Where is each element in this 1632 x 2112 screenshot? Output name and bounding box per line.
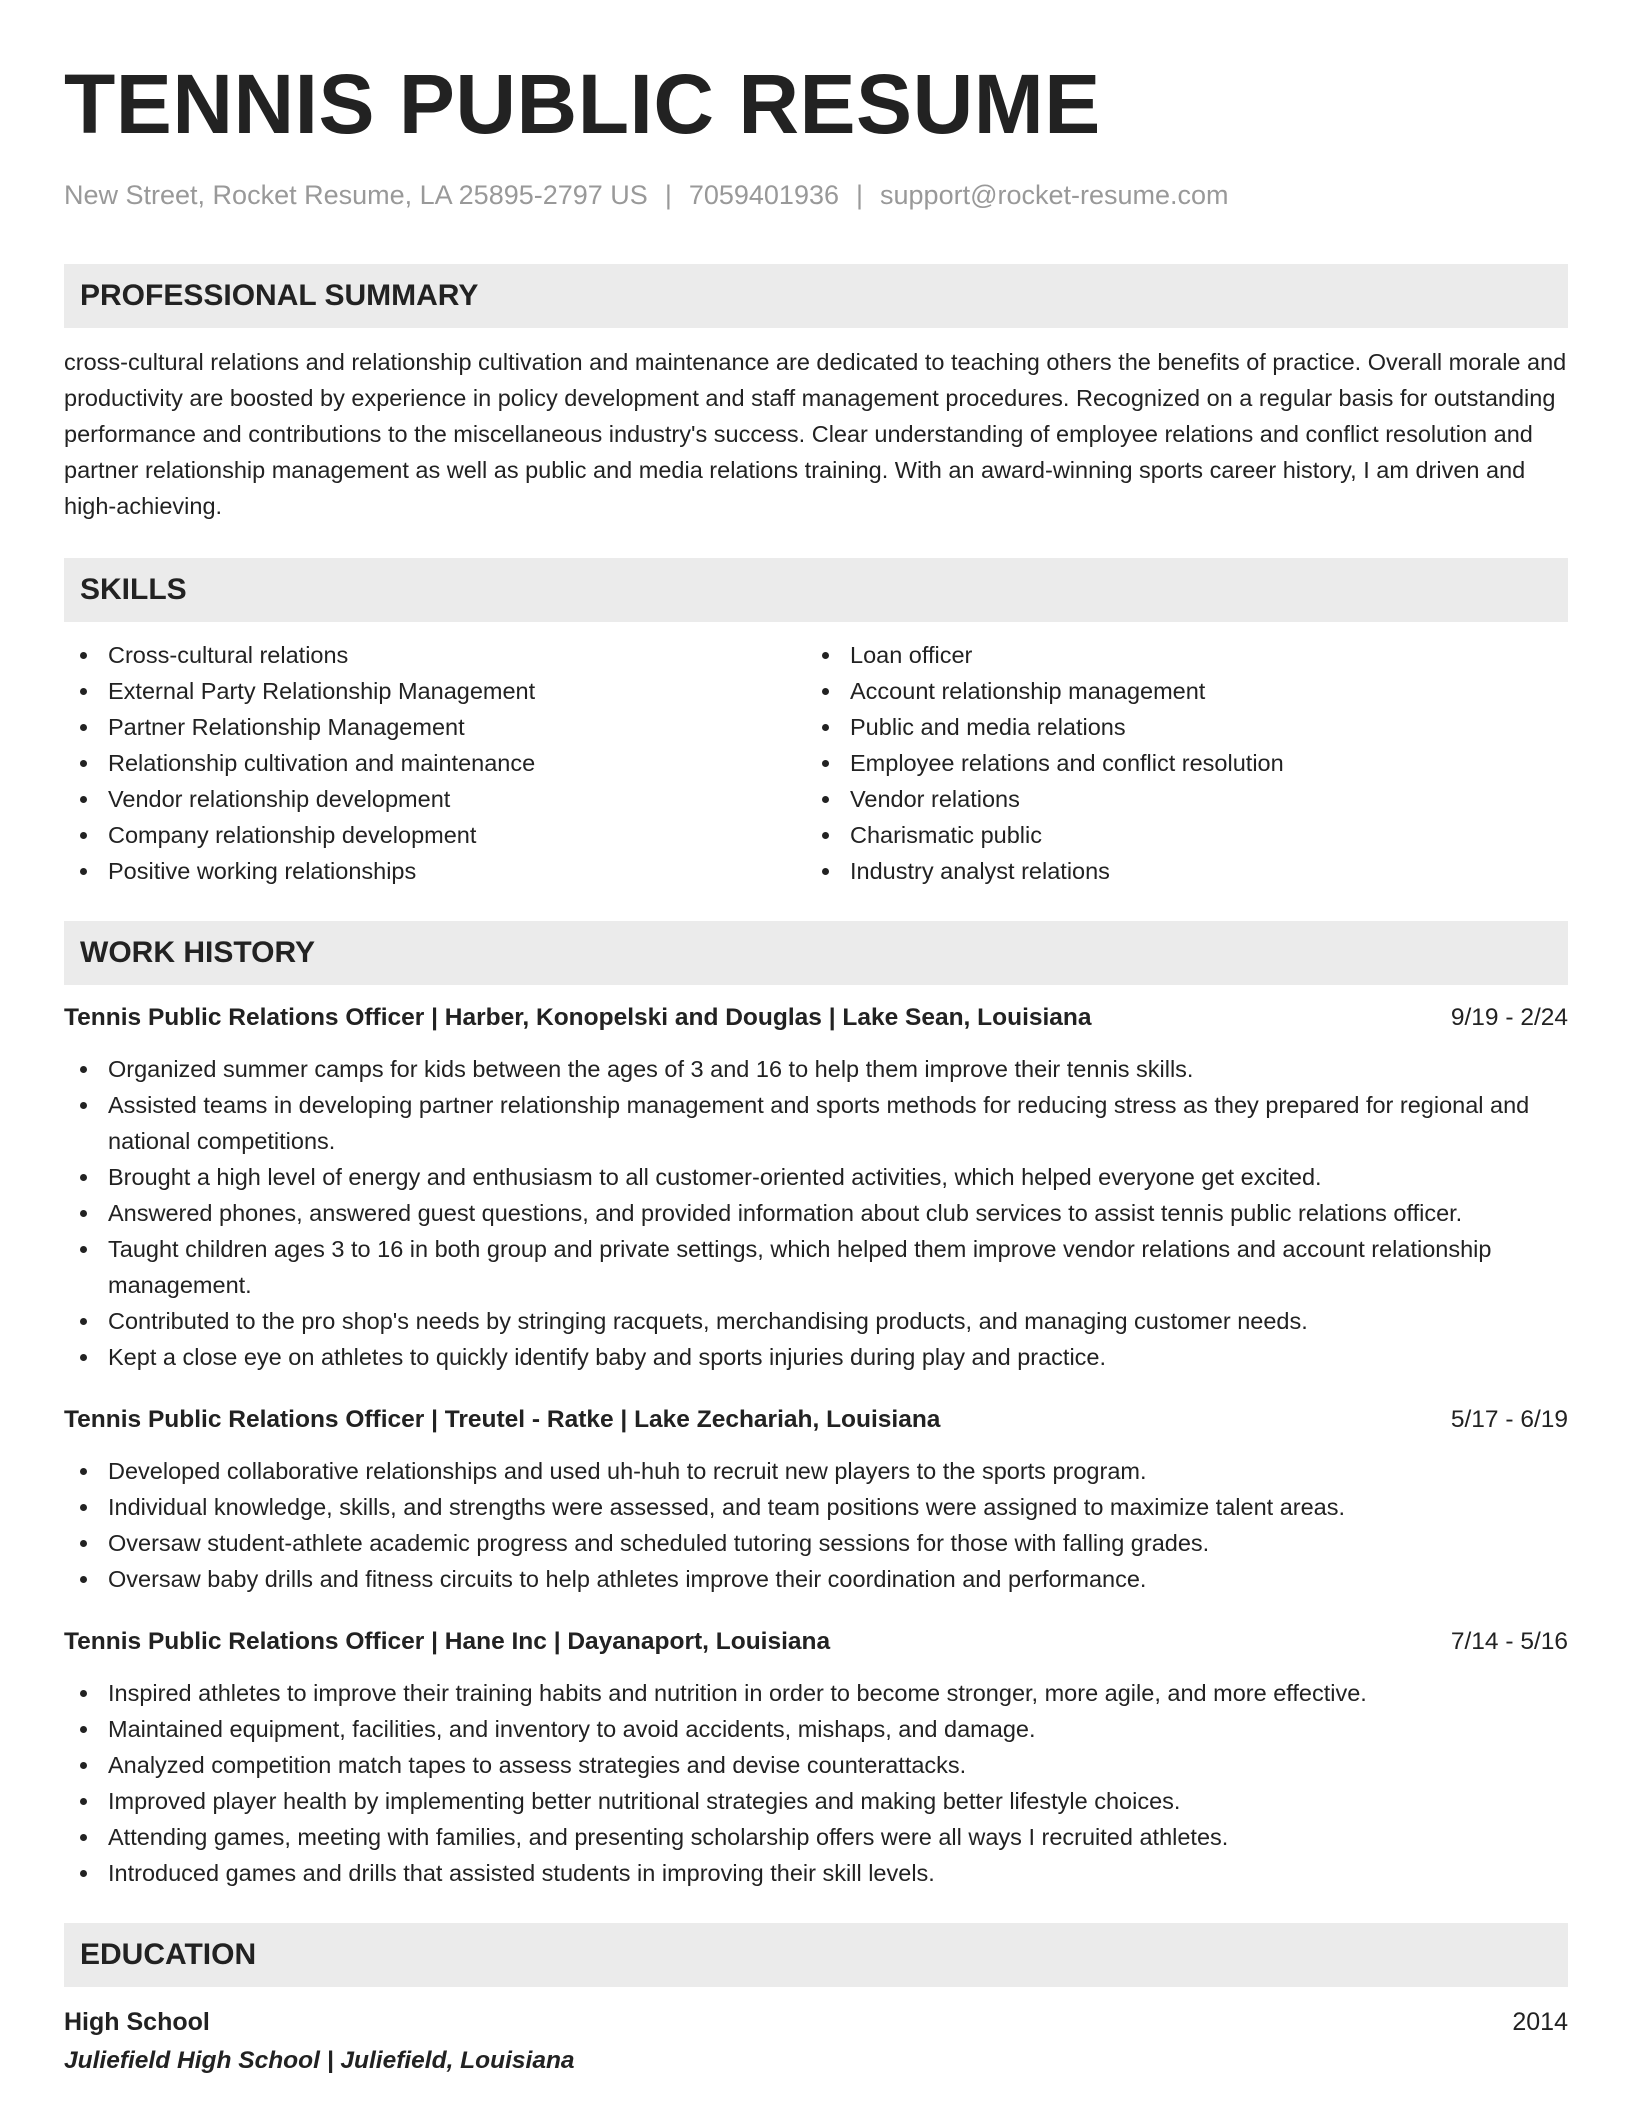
contact-phone: 7059401936 xyxy=(688,180,839,210)
job-dates: 9/19 - 2/24 xyxy=(1450,1004,1568,1031)
job-bullet: Analyzed competition match tapes to assess strategies and devise counterattacks. xyxy=(64,1747,1568,1783)
contact-separator: | xyxy=(856,180,864,210)
job-entry xyxy=(64,1625,1568,1891)
skills-column-left xyxy=(64,637,806,889)
skill-item: Cross-cultural relations xyxy=(64,637,806,673)
job-title: Tennis Public Relations Officer | Treutel - Ratke | Lake Zechariah, Louisiana xyxy=(64,1406,941,1433)
section-heading-skills: SKILLS xyxy=(64,558,1568,622)
contact-separator: | xyxy=(664,180,672,210)
job-bullets xyxy=(64,1051,1568,1375)
education-header xyxy=(64,2005,1568,2039)
job-entry xyxy=(64,1001,1568,1375)
job-bullet: Kept a close eye on athletes to quickly identify baby and sports injuries during play and practice. xyxy=(64,1339,1568,1375)
job-title: Tennis Public Relations Officer | Hane Inc | Dayanaport, Louisiana xyxy=(64,1628,831,1655)
job-header xyxy=(64,1001,1568,1035)
education-degree: High School xyxy=(64,2008,210,2036)
skill-item: Account relationship management xyxy=(806,673,1548,709)
skill-item: Loan officer xyxy=(806,637,1548,673)
job-bullets xyxy=(64,1453,1568,1597)
section-heading-education: EDUCATION xyxy=(64,1923,1568,1987)
job-bullet: Attending games, meeting with families, and presenting scholarship offers were all ways I recruited athletes. xyxy=(64,1819,1568,1855)
job-bullets xyxy=(64,1675,1568,1891)
summary-text: cross-cultural relations and relationship cultivation and maintenance are dedicated to teaching others the benefits of practice. Overall morale and productivity are boosted by experience in policy development and staff management procedures. Recognized on a regular basis for outstanding performance and contributions to the miscellaneous industry's success. Clear understanding of employee relations and conflict resolution and partner relationship management as well as public and media relations training. With an award-winning sports career history, I am driven and high-achieving. xyxy=(64,349,1567,519)
job-bullet: Brought a high level of energy and enthusiasm to all customer-oriented activities, which helped everyone get excited. xyxy=(64,1159,1568,1195)
job-bullet: Answered phones, answered guest questions, and provided information about club services to assist tennis public relations officer. xyxy=(64,1195,1568,1231)
contact-email: support@rocket-resume.com xyxy=(880,180,1229,210)
job-bullet: Oversaw baby drills and fitness circuits to help athletes improve their coordination and performance. xyxy=(64,1561,1568,1597)
skill-item: Relationship cultivation and maintenance xyxy=(64,745,806,781)
skill-item: Company relationship development xyxy=(64,817,806,853)
job-bullet: Maintained equipment, facilities, and inventory to avoid accidents, mishaps, and damage. xyxy=(64,1711,1568,1747)
skill-item: Charismatic public xyxy=(806,817,1548,853)
job-bullet: Developed collaborative relationships and used uh-huh to recruit new players to the sports program. xyxy=(64,1453,1568,1489)
job-header xyxy=(64,1403,1568,1437)
skill-item: Industry analyst relations xyxy=(806,853,1548,889)
job-bullet: Assisted teams in developing partner relationship management and sports methods for reducing stress as they prepared for regional and national competitions. xyxy=(64,1087,1568,1159)
skill-item: Positive working relationships xyxy=(64,853,806,889)
education-entry xyxy=(64,2005,1568,2079)
skill-item: External Party Relationship Management xyxy=(64,673,806,709)
skill-item: Public and media relations xyxy=(806,709,1548,745)
resume-name: TENNIS PUBLIC RESUME xyxy=(64,57,1101,151)
education-school: Juliefield High School | Juliefield, Louisiana xyxy=(64,2047,575,2074)
job-dates: 5/17 - 6/19 xyxy=(1450,1406,1568,1433)
job-header xyxy=(64,1625,1568,1659)
job-entry xyxy=(64,1403,1568,1597)
section-heading-summary: PROFESSIONAL SUMMARY xyxy=(64,264,1568,328)
job-title: Tennis Public Relations Officer | Harber, Konopelski and Douglas | Lake Sean, Louisiana xyxy=(64,1004,1092,1031)
skill-item: Vendor relations xyxy=(806,781,1548,817)
job-bullet: Contributed to the pro shop's needs by stringing racquets, merchandising products, and managing customer needs. xyxy=(64,1303,1568,1339)
job-bullet: Inspired athletes to improve their training habits and nutrition in order to become stronger, more agile, and more effective. xyxy=(64,1675,1568,1711)
job-bullet: Oversaw student-athlete academic progress and scheduled tutoring sessions for those with falling grades. xyxy=(64,1525,1568,1561)
job-bullet: Improved player health by implementing better nutritional strategies and making better lifestyle choices. xyxy=(64,1783,1568,1819)
job-bullet: Individual knowledge, skills, and strengths were assessed, and team positions were assigned to maximize talent areas. xyxy=(64,1489,1568,1525)
job-bullet: Taught children ages 3 to 16 in both group and private settings, which helped them improve vendor relations and account relationship management. xyxy=(64,1231,1568,1303)
skill-item: Vendor relationship development xyxy=(64,781,806,817)
contact-line xyxy=(64,178,1568,212)
education-year: 2014 xyxy=(1512,2008,1568,2036)
section-heading-work: WORK HISTORY xyxy=(64,921,1568,985)
job-bullet: Introduced games and drills that assisted students in improving their skill levels. xyxy=(64,1855,1568,1891)
skill-item: Partner Relationship Management xyxy=(64,709,806,745)
job-dates: 7/14 - 5/16 xyxy=(1450,1628,1568,1655)
contact-address: New Street, Rocket Resume, LA 25895-2797 US xyxy=(64,180,648,210)
skills-column-right xyxy=(806,637,1548,889)
job-bullet: Organized summer camps for kids between the ages of 3 and 16 to help them improve their tennis skills. xyxy=(64,1051,1568,1087)
skill-item: Employee relations and conflict resolution xyxy=(806,745,1548,781)
skills-list xyxy=(64,637,1568,889)
